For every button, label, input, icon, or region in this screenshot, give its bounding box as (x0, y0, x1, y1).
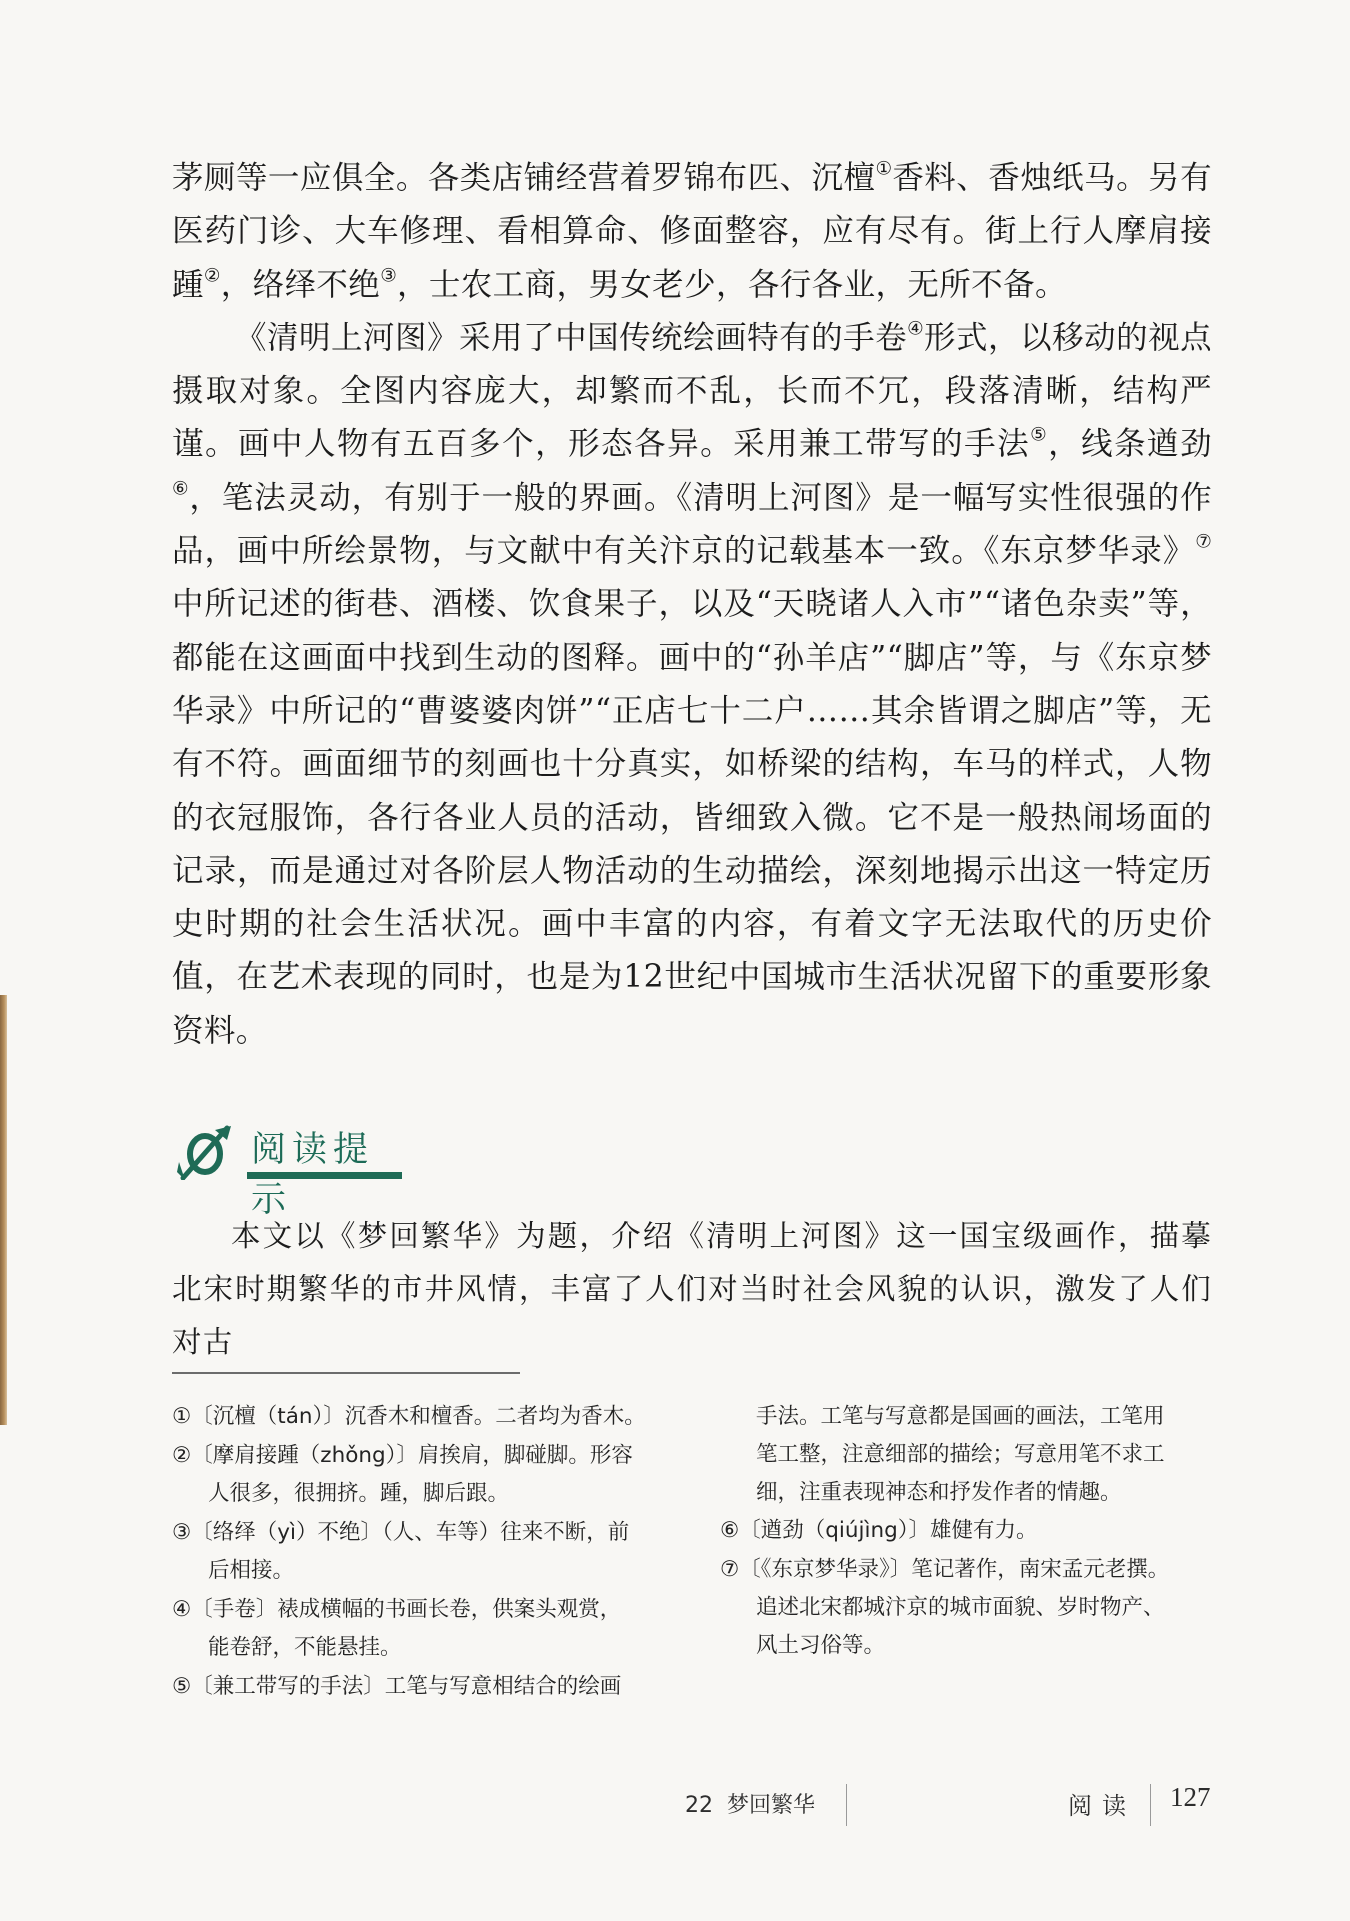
footnote-ref-4[interactable]: ④ (907, 318, 925, 340)
footer-part: 阅读 (1068, 1792, 1136, 1820)
footnote-5-continued-3: 细，注重表现神态和抒发作者的情趣。 (756, 1480, 1122, 1505)
footer-separator (846, 1784, 847, 1826)
reading-tip-paragraph: 本文以《梦回繁华》为题，介绍《清明上河图》这一国宝级画作，描摹北宋时期繁华的市井风情，丰富了人们对当时社会风貌的认识，激发了人们对古 (172, 1219, 1212, 1359)
reading-tip-text (172, 1210, 1212, 1369)
footnote-6: ⑥〔遒劲（qiújìng）〕雄健有力。 (720, 1518, 1038, 1543)
footnote-3: ③〔络绎（yì）不绝〕（人、车等）往来不断，前 后相接。 (172, 1520, 630, 1583)
footnote-2: ②〔摩肩接踵（zhǒng）〕肩挨肩，脚碰脚。形容 人很多，很拥挤。踵，脚后跟。 (172, 1443, 633, 1506)
section-title: 阅读提示 (251, 1130, 375, 1220)
paragraph-2: 《清明上河图》采用了中国传统绘画特有的手卷④形式，以移动的视点摄取对象。全图内容庞大，却繁而不乱，长而不冗，段落清晰，结构严谨。画中人物有五百多个，形态各异。采用兼工带写的手法⑤，线条遒劲⑥，笔法灵动，有别于一般的界画。《清明上河图》是一幅写实性很强的作品，画中所绘景物，与文献中有关汴京的记载基本一致。《东京梦华录》⑦中所记述的街巷、酒楼、饮食果子，以及“天晓诸人入市”“诸色杂卖”等，都能在这画面中找到生动的图释。画中的“孙羊店”“脚店”等，与《东京梦华录》中所记的“曹婆婆肉饼”“正店七十二户……其余皆谓之脚店”等，无有不符。画面细节的刻画也十分真实，如桥梁的结构，车马的样式，人物的衣冠服饰，各行各业人员的活动，皆细致入微。它不是一般热闹场面的记录，而是通过对各阶层人物活动的生动描绘，深刻地揭示出这一特定历史时期的社会生活状况。画中丰富的内容，有着文字无法取代的历史价值，在艺术表现的同时，也是为12世纪中国城市生活状况留下的重要形象资料。 (172, 318, 1213, 1049)
footnotes-right-column (720, 1398, 1220, 1666)
footnote-4: ④〔手卷〕裱成横幅的书画长卷，供案头观赏， 能卷舒，不能悬挂。 (172, 1597, 622, 1660)
footnote-5-continued-1: 手法。工笔与写意都是国画的画法，工笔用 (756, 1404, 1165, 1429)
main-text (172, 152, 1212, 1058)
footnote-7: ⑦〔《东京梦华录》〕笔记著作，南宋孟元老撰。 追述北宋都城汴京的城市面貌、岁时物产、 风土习俗等。 (720, 1557, 1170, 1658)
page-number: 127 (1170, 1782, 1211, 1812)
footnote-ref-1[interactable]: ① (875, 158, 893, 180)
footnote-ref-3[interactable]: ③ (380, 264, 397, 286)
section-underline (247, 1172, 402, 1179)
paragraph-1: 茅厕等一应俱全。各类店铺经营着罗锦布匹、沉檀①香料、香烛纸马。另有医药门诊、大车修理、看相算命、修面整容，应有尽有。街上行人摩肩接踵②，络绎不绝③，士农工商，男女老少，各行各业，无所不备。 (172, 158, 1212, 303)
lesson-number: 22 (685, 1793, 713, 1818)
footnote-ref-5[interactable]: ⑤ (1030, 424, 1049, 446)
footnote-1: ①〔沉檀（tán）〕沉香木和檀香。二者均为香木。 (172, 1404, 646, 1429)
lesson-title: 梦回繁华 (727, 1793, 816, 1818)
footnote-divider (172, 1372, 520, 1374)
footnote-5: ⑤〔兼工带写的手法〕工笔与写意相结合的绘画 (172, 1674, 622, 1699)
page-footer (0, 1780, 1350, 1830)
footer-separator (1150, 1784, 1151, 1826)
reading-tip-logo-icon (175, 1124, 237, 1180)
footnotes-left-column (172, 1398, 672, 1707)
footnote-ref-2[interactable]: ② (203, 264, 221, 286)
footnote-5-continued-2: 笔工整，注意细部的描绘；写意用笔不求工 (756, 1442, 1165, 1467)
footer-chapter (685, 1788, 815, 1819)
reading-tip-heading (175, 1120, 405, 1220)
page-edge-strip (0, 995, 7, 1425)
footnote-ref-7[interactable]: ⑦ (1195, 531, 1212, 553)
footnote-ref-6[interactable]: ⑥ (172, 478, 190, 500)
